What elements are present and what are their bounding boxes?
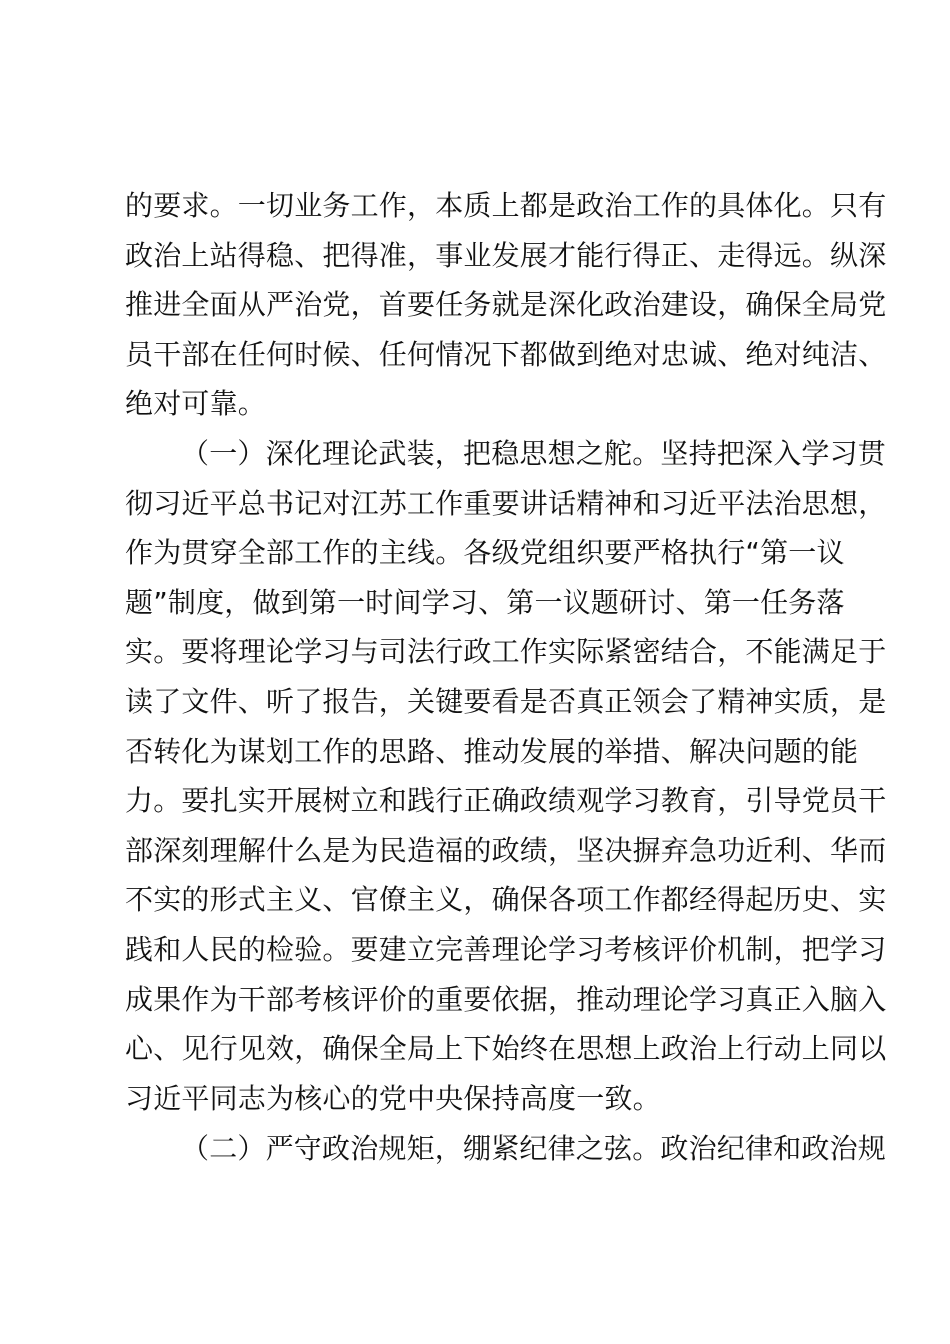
text-line: 题”制度，做到第一时间学习、第一议题研讨、第一任务落: [125, 585, 845, 619]
text-line: 践和人民的检验。要建立完善理论学习考核评价机制，把学习: [125, 932, 887, 966]
text-line: 力。要扎实开展树立和践行正确政绩观学习教育，引导党员干: [125, 784, 887, 818]
text-line: 实。要将理论学习与司法行政工作实际紧密结合，不能满足于: [125, 635, 887, 669]
text-line: 彻习近平总书记对江苏工作重要讲话精神和习近平法治思想，: [125, 486, 887, 520]
paragraph-section-2: [125, 1124, 887, 1174]
text-line: 成果作为干部考核评价的重要依据，推动理论学习真正入脑入: [125, 982, 887, 1016]
text-line: 作为贯穿全部工作的主线。各级党组织要严格执行“第一议: [125, 536, 845, 570]
text-line: 不实的形式主义、官僚主义，确保各项工作都经得起历史、实: [125, 883, 887, 917]
text-line: 习近平同志为核心的党中央保持高度一致。: [125, 1081, 661, 1115]
text-line: 员干部在任何时候、任何情况下都做到绝对忠诚、绝对纯洁、: [125, 337, 887, 371]
text-line: 绝对可靠。: [125, 387, 267, 421]
text-line: 政治上站得稳、把得准，事业发展才能行得正、走得远。纵深: [125, 238, 887, 272]
text-line: 读了文件、听了报告，关键要看是否真正领会了精神实质，是: [125, 684, 887, 718]
paragraph-continuation: [125, 181, 887, 429]
text-line: （一）深化理论武装，把稳思想之舵。坚持把深入学习贯: [181, 437, 887, 470]
text-line: 部深刻理解什么是为民造福的政绩，坚决摒弃急功近利、华而: [125, 833, 887, 867]
text-line: 推进全面从严治党，首要任务就是深化政治建设，确保全局党: [125, 288, 887, 322]
text-line: 否转化为谋划工作的思路、推动发展的举措、解决问题的能: [125, 734, 859, 768]
text-line: （二）严守政治规矩，绷紧纪律之弦。政治纪律和政治规: [181, 1132, 887, 1165]
text-line: 的要求。一切业务工作，本质上都是政治工作的具体化。只有: [125, 189, 887, 222]
paragraph-section-1: [125, 429, 887, 1123]
text-line: 心、见行见效，确保全局上下始终在思想上政治上行动上同以: [125, 1032, 887, 1066]
